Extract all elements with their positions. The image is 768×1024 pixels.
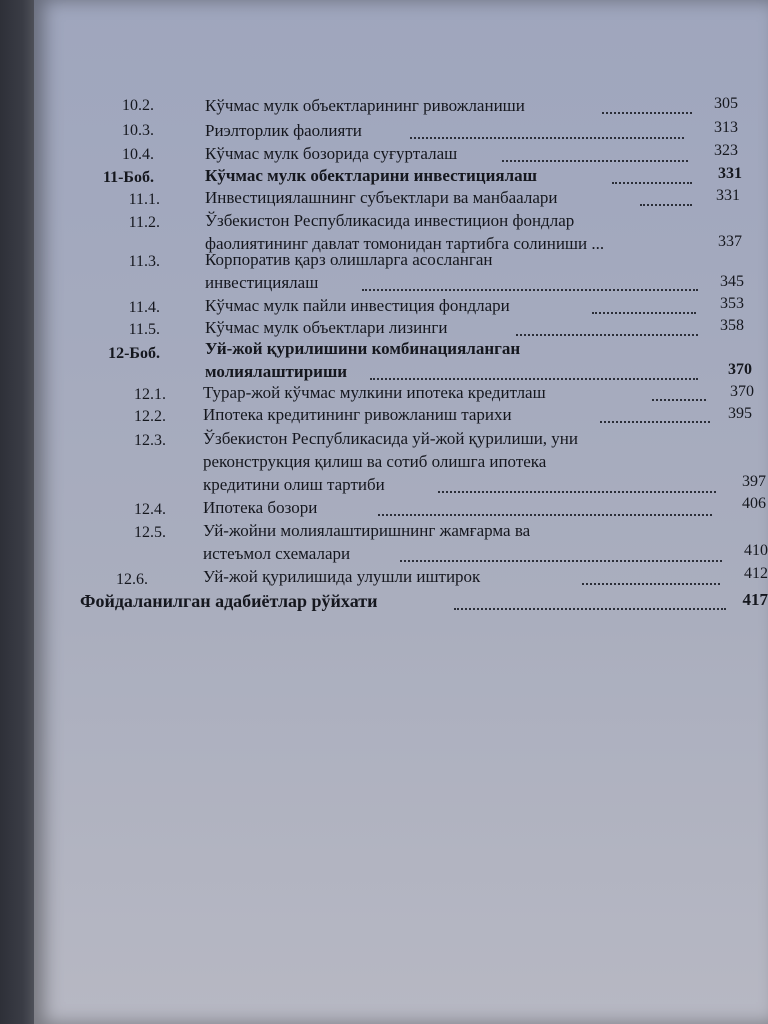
toc-chapter-title: Кўчмас мулк обектларини инвестициялаш [205,166,537,185]
toc-entry-number: 12.5. [134,524,166,541]
toc-entry-page: 353 [720,295,744,312]
toc-leader-dots [516,334,698,336]
toc-leader-dots [612,182,692,184]
toc-entry-page: 331 [716,187,740,204]
toc-entry-page: 305 [714,95,738,112]
toc-entry-title-line-1: Ўзбекистон Республикасида инвестицион фондлар [205,211,575,230]
toc-leader-dots [592,312,696,314]
toc-chapter-title-line-2: молиялаштириши [205,362,348,381]
toc-entry-page: 358 [720,317,744,334]
toc-entry-number: 12.4. [134,501,166,518]
toc-entry-number: 10.4. [122,146,154,163]
toc-bibliography-title: Фойдаланилган адабиётлар рўйхати [80,591,378,611]
toc-entry-title: Ипотека бозори [203,498,318,517]
toc-chapter-page: 331 [718,165,742,182]
toc-entry-page: 410 [744,542,768,559]
toc-entry-page: 313 [714,119,738,136]
toc-entry-page: 406 [742,495,766,512]
toc-leader-dots [378,514,712,516]
toc-entry-title: Кўчмас мулк пайли инвестиция фондлари [205,296,510,315]
toc-entry-page: 337 [718,233,742,250]
toc-entry-number: 12.6. [116,571,148,588]
toc-entry-title: Уй-жой қурилишида улушли иштирок [203,567,481,586]
toc-entry-number: 12.3. [134,432,166,449]
toc-chapter-title-line-1: Уй-жой қурилишини комбинацияланган [205,339,521,358]
toc-chapter-number: 11-Боб. [102,169,154,186]
toc-entry-number: 11.5. [128,321,160,338]
toc-leader-dots [362,289,698,291]
toc-leader-dots [454,608,726,610]
toc-entry-page: 323 [714,142,738,159]
toc-entry-title-line-2: инвестициялаш [205,273,319,292]
toc-entry-title-line-2: фаолиятининг давлат томонидан тартибга солиниши ... [205,234,605,253]
toc-leader-dots [602,112,692,114]
toc-entry-number: 10.2. [122,97,154,114]
toc-entry-number: 10.3. [122,122,154,139]
toc-leader-dots [640,204,692,206]
toc-leader-dots [370,378,698,380]
toc-entry-number: 11.2. [128,214,160,231]
toc-entry-page: 345 [720,273,744,290]
toc-leader-dots [438,491,716,493]
toc-chapter-number: 12-Боб. [108,345,160,362]
toc-entry-number: 11.3. [128,253,160,270]
toc-entry-title: Кўчмас мулк объектлари лизинги [205,318,448,337]
toc-entry-number: 11.1. [128,191,160,208]
toc-entry-title-line-1: Ўзбекистон Республикасида уй-жой қурилиши, уни [203,429,578,448]
toc-entry-title-line-2: истеъмол схемалари [203,544,351,563]
toc-leader-dots [400,560,722,562]
toc-entry-page: 370 [730,383,754,400]
toc-entry-page: 412 [744,565,768,582]
toc-bibliography-page: 417 [742,590,768,609]
toc-entry-title-line-1: Уй-жойни молиялаштиришнинг жамғарма ва [203,521,531,540]
toc-entry-number: 12.2. [134,408,166,425]
toc-entry-title-line-1: Корпоратив қарз олишларга асосланган [205,250,493,269]
toc-entry-page: 395 [728,405,752,422]
toc-entry-page: 397 [742,473,766,490]
toc-leader-dots [502,160,688,162]
toc-entry-title: Инвестициялашнинг субъектлари ва манбаалари [205,188,558,207]
toc-chapter-page: 370 [728,361,752,378]
toc-entry-title-line-2: реконструкция қилиш ва сотиб олишга ипотека [203,452,547,471]
toc-entry-title: Турар-жой кўчмас мулкини ипотека кредитлаш [203,383,546,402]
toc-leader-dots [582,583,720,585]
toc-entry-number: 11.4. [128,299,160,316]
toc-leader-dots [652,399,706,401]
toc-entry-title: Ипотека кредитининг ривожланиш тарихи [203,405,512,424]
toc-entry-title-line-3: кредитини олиш тартиби [203,475,385,494]
toc-entry-title: Риэлторлик фаолияти [205,121,362,140]
toc-leader-dots [410,137,684,139]
toc-leader-dots [600,421,710,423]
toc-entry-number: 12.1. [134,386,166,403]
toc-entry-title: Кўчмас мулк бозорида суғурталаш [205,144,458,163]
toc-entry-title: Кўчмас мулк объектларининг ривожланиши [205,96,525,115]
